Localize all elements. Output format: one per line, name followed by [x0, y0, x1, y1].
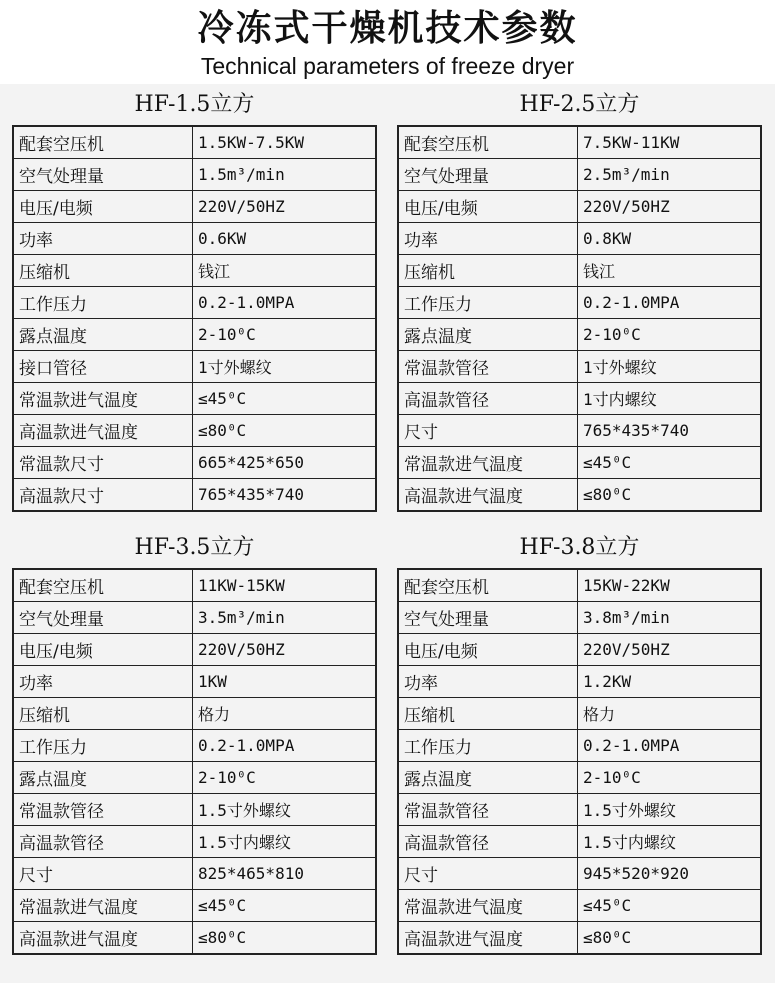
- spec-row: [13, 826, 376, 858]
- spec-label: 工作压力: [13, 287, 193, 319]
- spec-label: 空气处理量: [398, 602, 578, 634]
- spec-value: 1寸外螺纹: [193, 351, 377, 383]
- spec-row: [398, 922, 761, 955]
- spec-value: ≤45⁰C: [193, 890, 377, 922]
- spec-label: 电压/电频: [13, 634, 193, 666]
- spec-table: [397, 125, 762, 512]
- spec-value: ≤45⁰C: [193, 383, 377, 415]
- spec-label: 配套空压机: [13, 126, 193, 159]
- spec-row: [13, 922, 376, 955]
- spec-label: 常温款尺寸: [13, 447, 193, 479]
- spec-value: 7.5KW-11KW: [578, 126, 762, 159]
- spec-label: 常温款管径: [13, 794, 193, 826]
- spec-value: 1.5寸外螺纹: [193, 794, 377, 826]
- spec-label: 压缩机: [13, 255, 193, 287]
- spec-section-hf-1-5: [12, 84, 377, 512]
- spec-value: 2-10⁰C: [578, 762, 762, 794]
- spec-label: 压缩机: [13, 698, 193, 730]
- spec-label: 露点温度: [13, 762, 193, 794]
- spec-row: [13, 191, 376, 223]
- spec-label: 空气处理量: [13, 602, 193, 634]
- spec-row: [398, 287, 761, 319]
- spec-label: 露点温度: [13, 319, 193, 351]
- spec-value: 1.5m³/min: [193, 159, 377, 191]
- spec-row: [398, 569, 761, 602]
- spec-value: 2.5m³/min: [578, 159, 762, 191]
- spec-value: ≤80⁰C: [578, 479, 762, 512]
- spec-label: 配套空压机: [398, 126, 578, 159]
- spec-value: 2-10⁰C: [578, 319, 762, 351]
- spec-value: ≤45⁰C: [578, 447, 762, 479]
- spec-row: [13, 794, 376, 826]
- spec-value: 220V/50HZ: [193, 191, 377, 223]
- spec-value: 220V/50HZ: [578, 634, 762, 666]
- spec-value: 3.8m³/min: [578, 602, 762, 634]
- spec-label: 接口管径: [13, 351, 193, 383]
- spec-value: 0.2-1.0MPA: [193, 287, 377, 319]
- spec-value: ≤80⁰C: [578, 922, 762, 955]
- spec-value: 1.5KW-7.5KW: [193, 126, 377, 159]
- spec-value: 220V/50HZ: [578, 191, 762, 223]
- spec-label: 常温款管径: [398, 351, 578, 383]
- spec-label: 常温款进气温度: [13, 383, 193, 415]
- spec-label: 尺寸: [13, 858, 193, 890]
- spec-value: 945*520*920: [578, 858, 762, 890]
- model-heading: HF-3.8立方: [519, 534, 640, 560]
- spec-row: [398, 666, 761, 698]
- spec-value: 1寸内螺纹: [578, 383, 762, 415]
- spec-row: [13, 569, 376, 602]
- spec-value: 0.8KW: [578, 223, 762, 255]
- spec-label: 电压/电频: [13, 191, 193, 223]
- spec-value: 1寸外螺纹: [578, 351, 762, 383]
- spec-row: [398, 634, 761, 666]
- spec-value: 11KW-15KW: [193, 569, 377, 602]
- spec-label: 功率: [398, 223, 578, 255]
- spec-row: [13, 415, 376, 447]
- spec-label: 高温款进气温度: [398, 479, 578, 512]
- spec-label: 高温款管径: [398, 383, 578, 415]
- spec-value: ≤80⁰C: [193, 415, 377, 447]
- spec-label: 高温款管径: [13, 826, 193, 858]
- spec-value: 2-10⁰C: [193, 762, 377, 794]
- spec-row: [13, 730, 376, 762]
- spec-label: 功率: [13, 666, 193, 698]
- spec-row: [398, 890, 761, 922]
- spec-row: [13, 159, 376, 191]
- spec-value: 15KW-22KW: [578, 569, 762, 602]
- spec-value: 0.6KW: [193, 223, 377, 255]
- spec-row: [398, 826, 761, 858]
- model-heading: HF-3.5立方: [134, 534, 255, 560]
- spec-row: [398, 383, 761, 415]
- spec-row: [398, 447, 761, 479]
- spec-row: [398, 351, 761, 383]
- page-title: 冷冻式干燥机技术参数: [197, 8, 578, 49]
- spec-label: 尺寸: [398, 415, 578, 447]
- spec-label: 高温款管径: [398, 826, 578, 858]
- spec-row: [398, 255, 761, 287]
- spec-label: 功率: [13, 223, 193, 255]
- spec-table: [397, 568, 762, 955]
- spec-row: [13, 858, 376, 890]
- spec-row: [13, 602, 376, 634]
- spec-row: [13, 383, 376, 415]
- spec-row: [398, 762, 761, 794]
- spec-label: 电压/电频: [398, 634, 578, 666]
- spec-row: [13, 287, 376, 319]
- spec-value: 2-10⁰C: [193, 319, 377, 351]
- spec-row: [13, 351, 376, 383]
- spec-row: [398, 698, 761, 730]
- spec-value: 1.5寸外螺纹: [578, 794, 762, 826]
- spec-value: 1.5寸内螺纹: [578, 826, 762, 858]
- spec-row: [13, 634, 376, 666]
- spec-value: ≤80⁰C: [193, 922, 377, 955]
- spec-table: [12, 568, 377, 955]
- spec-label: 高温款进气温度: [398, 922, 578, 955]
- spec-row: [13, 319, 376, 351]
- spec-label: 高温款进气温度: [13, 922, 193, 955]
- spec-row: [13, 666, 376, 698]
- page-header: [0, 0, 775, 80]
- spec-row: [398, 191, 761, 223]
- spec-value: 0.2-1.0MPA: [578, 287, 762, 319]
- spec-value: 825*465*810: [193, 858, 377, 890]
- spec-section-hf-2-5: [397, 84, 762, 512]
- spec-value: 1.5寸内螺纹: [193, 826, 377, 858]
- spec-label: 常温款进气温度: [398, 890, 578, 922]
- spec-value: 格力: [193, 698, 377, 730]
- spec-value: 220V/50HZ: [193, 634, 377, 666]
- spec-row: [13, 762, 376, 794]
- spec-value: 765*435*740: [578, 415, 762, 447]
- spec-label: 工作压力: [398, 287, 578, 319]
- spec-row: [398, 319, 761, 351]
- spec-row: [398, 479, 761, 512]
- spec-label: 常温款管径: [398, 794, 578, 826]
- spec-row: [398, 223, 761, 255]
- model-heading: HF-2.5立方: [519, 91, 640, 117]
- spec-value: 钱江: [193, 255, 377, 287]
- spec-section-hf-3-5: [12, 527, 377, 955]
- spec-value: 钱江: [578, 255, 762, 287]
- spec-section-hf-3-8: [397, 527, 762, 955]
- spec-value: 765*435*740: [193, 479, 377, 512]
- spec-label: 功率: [398, 666, 578, 698]
- spec-label: 高温款尺寸: [13, 479, 193, 512]
- spec-label: 配套空压机: [13, 569, 193, 602]
- spec-row: [398, 858, 761, 890]
- spec-label: 常温款进气温度: [398, 447, 578, 479]
- spec-label: 常温款进气温度: [13, 890, 193, 922]
- spec-label: 高温款进气温度: [13, 415, 193, 447]
- spec-value: 格力: [578, 698, 762, 730]
- spec-value: 0.2-1.0MPA: [193, 730, 377, 762]
- spec-label: 工作压力: [398, 730, 578, 762]
- spec-label: 空气处理量: [398, 159, 578, 191]
- spec-label: 配套空压机: [398, 569, 578, 602]
- spec-value: 1.2KW: [578, 666, 762, 698]
- spec-row: [398, 730, 761, 762]
- spec-row: [13, 698, 376, 730]
- spec-row: [398, 415, 761, 447]
- spec-label: 压缩机: [398, 698, 578, 730]
- spec-row: [13, 447, 376, 479]
- page-subtitle: Technical parameters of freeze dryer: [200, 53, 575, 79]
- model-heading: HF-1.5立方: [134, 91, 255, 117]
- spec-row: [13, 126, 376, 159]
- spec-value: 665*425*650: [193, 447, 377, 479]
- spec-label: 露点温度: [398, 319, 578, 351]
- spec-row: [13, 223, 376, 255]
- spec-value: ≤45⁰C: [578, 890, 762, 922]
- spec-label: 露点温度: [398, 762, 578, 794]
- spec-value: 1KW: [193, 666, 377, 698]
- spec-label: 电压/电频: [398, 191, 578, 223]
- spec-row: [13, 890, 376, 922]
- spec-row: [13, 255, 376, 287]
- spec-value: 0.2-1.0MPA: [578, 730, 762, 762]
- spec-row: [398, 126, 761, 159]
- spec-value: 3.5m³/min: [193, 602, 377, 634]
- spec-label: 空气处理量: [13, 159, 193, 191]
- spec-row: [398, 794, 761, 826]
- spec-label: 压缩机: [398, 255, 578, 287]
- spec-row: [398, 602, 761, 634]
- spec-row: [398, 159, 761, 191]
- spec-label: 尺寸: [398, 858, 578, 890]
- spec-table: [12, 125, 377, 512]
- spec-row: [13, 479, 376, 512]
- spec-label: 工作压力: [13, 730, 193, 762]
